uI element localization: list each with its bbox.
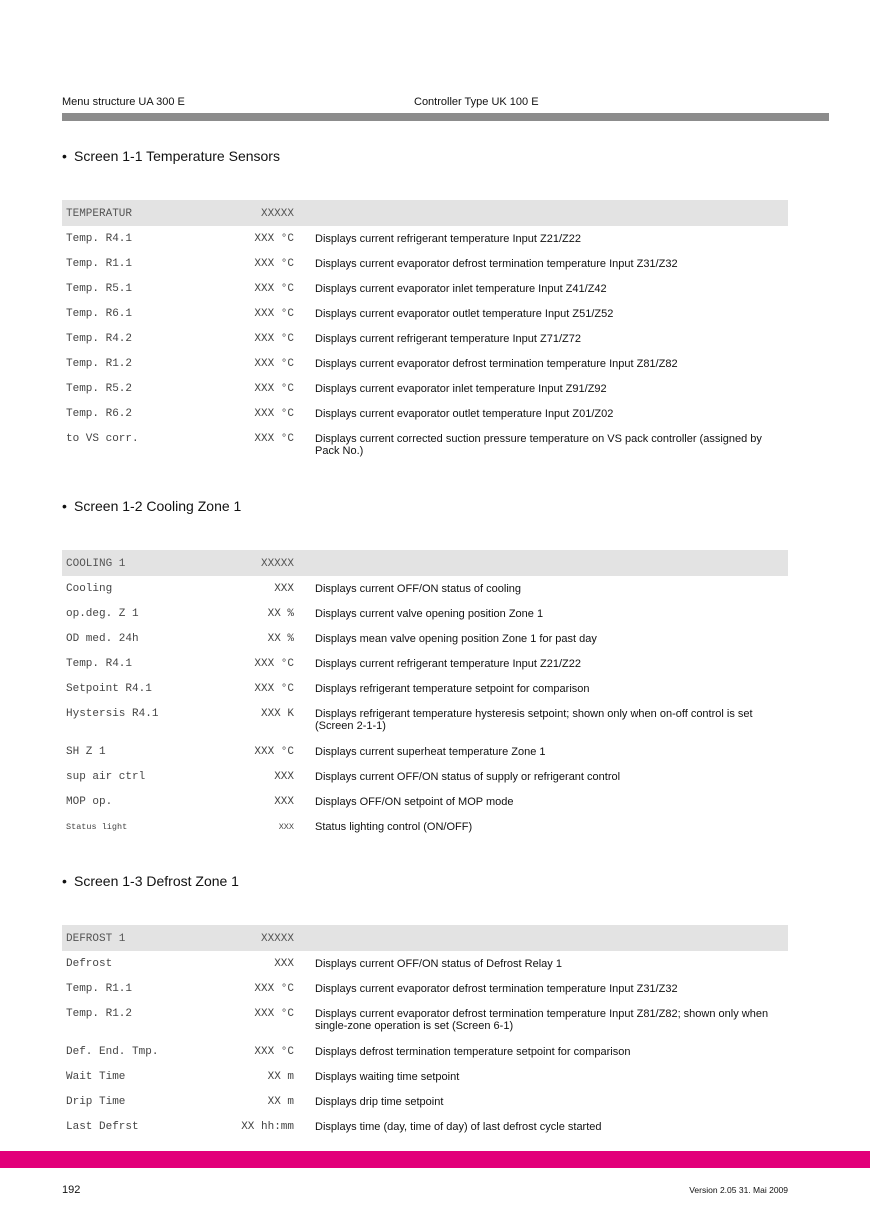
row-description: Displays current evaporator outlet temperature Input Z01/Z02 (315, 408, 614, 420)
row-value: XXX (274, 796, 294, 808)
row-description: Displays current evaporator defrost termination temperature Input Z31/Z32 (315, 983, 678, 995)
row-name: Wait Time (66, 1071, 126, 1083)
row-value: XXX °C (254, 683, 294, 695)
row-description: Displays current refrigerant temperature Input Z71/Z72 (315, 333, 581, 345)
table-row (62, 1001, 788, 1039)
row-description: Displays current evaporator outlet temperature Input Z51/Z52 (315, 308, 614, 320)
row-description: Displays refrigerant temperature hysteresis setpoint; shown only when on-off control is set (Screen 2-1-1) (315, 708, 753, 732)
table-row (62, 401, 788, 426)
row-name: Setpoint R4.1 (66, 683, 152, 695)
row-description: Displays current evaporator inlet temperature Input Z91/Z92 (315, 383, 607, 395)
row-name: Temp. R1.1 (66, 258, 133, 270)
row-name: Temp. R1.2 (66, 358, 133, 370)
table-row (62, 226, 788, 251)
row-description: Displays time (day, time of day) of last defrost cycle started (315, 1121, 602, 1133)
row-description: Displays current evaporator inlet temperature Input Z41/Z42 (315, 283, 607, 295)
table-row (62, 1114, 788, 1139)
row-name: Drip Time (66, 1096, 126, 1108)
row-value: XXX °C (254, 283, 294, 295)
row-name: Temp. R6.2 (66, 408, 133, 420)
row-description: Displays current superheat temperature Zone 1 (315, 746, 546, 758)
row-name: Def. End. Tmp. (66, 1046, 159, 1058)
table-row (62, 739, 788, 764)
row-description: Displays waiting time setpoint (315, 1071, 460, 1083)
row-description: Displays current refrigerant temperature Input Z21/Z22 (315, 233, 581, 245)
header-name: DEFROST 1 (66, 933, 126, 945)
row-name: sup air ctrl (66, 771, 146, 783)
row-description: Displays current refrigerant temperature Input Z21/Z22 (315, 658, 581, 670)
table-row (62, 326, 788, 351)
section-title-text: Screen 1-3 Defrost Zone 1 (74, 873, 239, 889)
header-left-title: Menu structure UA 300 E (62, 96, 185, 108)
row-value: XXX °C (254, 658, 294, 670)
row-description: Displays current valve opening position Zone 1 (315, 608, 544, 620)
table-row (62, 701, 788, 739)
row-description: Displays current OFF/ON status of Defrost Relay 1 (315, 958, 562, 970)
row-name: MOP op. (66, 796, 113, 808)
table-row (62, 351, 788, 376)
row-description: Displays refrigerant temperature setpoint for comparison (315, 683, 590, 695)
bullet-icon: • (62, 873, 67, 889)
header-center-title: Controller Type UK 100 E (414, 96, 539, 108)
row-value: XXX °C (254, 258, 294, 270)
row-description: Displays current evaporator defrost termination temperature Input Z81/Z82; shown only when single-zone operation is set (Screen 6-1) (315, 1008, 769, 1032)
header-divider-bar (62, 113, 829, 121)
table-row (62, 1064, 788, 1089)
header-name: COOLING 1 (66, 558, 126, 570)
header-name: TEMPERATUR (66, 208, 133, 220)
row-value: XXX (274, 583, 294, 595)
row-value: XXX °C (254, 1008, 294, 1020)
bullet-icon: • (62, 498, 67, 514)
temperature-sensors-table (62, 200, 788, 464)
section-title-temperature-sensors (62, 148, 280, 164)
row-description: Displays OFF/ON setpoint of MOP mode (315, 796, 514, 808)
row-description: Displays current OFF/ON status of supply or refrigerant control (315, 771, 621, 783)
row-name: Temp. R5.2 (66, 383, 133, 395)
row-value: XXX °C (254, 308, 294, 320)
row-value: XX % (267, 633, 294, 645)
row-value: XXX °C (254, 433, 294, 445)
table-row (62, 676, 788, 701)
row-value: XXX °C (254, 358, 294, 370)
defrost-zone-table (62, 925, 788, 1139)
header-value: XXXXX (260, 558, 294, 570)
table-row (62, 426, 788, 464)
version-info: Version 2.05 31. Mai 2009 (689, 1185, 788, 1195)
header-value: XXXXX (260, 208, 294, 220)
table-row (62, 276, 788, 301)
table-header (62, 200, 788, 226)
row-description: Displays current corrected suction pressure temperature on VS pack controller (assigned by Pack No.) (315, 433, 762, 457)
table-row (62, 1039, 788, 1064)
table-header (62, 925, 788, 951)
row-value: XXX °C (254, 746, 294, 758)
row-description: Displays mean valve opening position Zone 1 for past day (315, 633, 597, 645)
table-row (62, 251, 788, 276)
row-value: XXX °C (254, 333, 294, 345)
row-value: XXX °C (254, 983, 294, 995)
row-description: Displays drip time setpoint (315, 1096, 444, 1108)
row-value: XXX °C (254, 1046, 294, 1058)
row-name: Temp. R4.2 (66, 333, 133, 345)
row-name: Temp. R5.1 (66, 283, 133, 295)
row-value: XXX °C (254, 233, 294, 245)
row-description: Displays current evaporator defrost termination temperature Input Z31/Z32 (315, 258, 678, 270)
section-title-text: Screen 1-1 Temperature Sensors (74, 148, 280, 164)
row-name: to VS corr. (66, 433, 139, 445)
row-name: Cooling (66, 583, 113, 595)
row-name: OD med. 24h (66, 633, 139, 645)
table-row (62, 789, 788, 814)
row-value: XX m (267, 1071, 294, 1083)
table-row (62, 626, 788, 651)
footer-accent-bar (0, 1151, 870, 1168)
row-name: Temp. R4.1 (66, 658, 133, 670)
row-value: XXX °C (254, 383, 294, 395)
table-row (62, 951, 788, 976)
row-name: Temp. R4.1 (66, 233, 133, 245)
table-row (62, 1089, 788, 1114)
table-row (62, 301, 788, 326)
row-value: XX % (267, 608, 294, 620)
table-row (62, 651, 788, 676)
table-row (62, 376, 788, 401)
page-number: 192 (62, 1184, 81, 1196)
row-name: Temp. R6.1 (66, 308, 133, 320)
row-name: Status light (66, 822, 128, 832)
section-title-defrost-zone (62, 873, 239, 889)
row-name: Hystersis R4.1 (66, 708, 159, 720)
row-name: Temp. R1.2 (66, 1008, 133, 1020)
table-header (62, 550, 788, 576)
header-value: XXXXX (260, 933, 294, 945)
row-description: Displays current OFF/ON status of cooling (315, 583, 522, 595)
row-value: XX m (267, 1096, 294, 1108)
section-title-cooling-zone (62, 498, 241, 514)
table-row (62, 814, 788, 839)
row-name: Last Defrst (66, 1121, 139, 1133)
row-description: Displays defrost termination temperature setpoint for comparison (315, 1046, 631, 1058)
row-description: Displays current evaporator defrost termination temperature Input Z81/Z82 (315, 358, 678, 370)
row-description: Status lighting control (ON/OFF) (315, 821, 473, 833)
row-value: XXX (278, 822, 294, 832)
row-value: XX hh:mm (241, 1121, 294, 1133)
table-row (62, 764, 788, 789)
table-row (62, 576, 788, 601)
row-value: XXX (274, 771, 294, 783)
bullet-icon: • (62, 148, 67, 164)
row-value: XXX °C (254, 408, 294, 420)
cooling-zone-table (62, 550, 788, 839)
section-title-text: Screen 1-2 Cooling Zone 1 (74, 498, 242, 514)
row-name: SH Z 1 (66, 746, 106, 758)
row-value: XXX (274, 958, 294, 970)
row-name: Defrost (66, 958, 113, 970)
table-row (62, 601, 788, 626)
row-value: XXX K (260, 708, 294, 720)
row-name: op.deg. Z 1 (66, 608, 139, 620)
row-name: Temp. R1.1 (66, 983, 133, 995)
table-row (62, 976, 788, 1001)
